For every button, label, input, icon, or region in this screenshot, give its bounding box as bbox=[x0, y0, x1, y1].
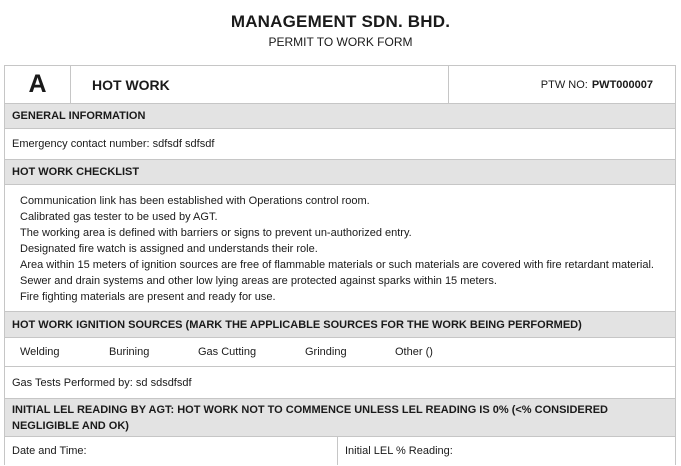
source-burining: Burining bbox=[109, 346, 150, 358]
checklist-item: Designated fire watch is assigned and understands their role. bbox=[20, 243, 318, 255]
company-name: MANAGEMENT SDN. BHD. bbox=[230, 12, 451, 31]
source-grinding: Grinding bbox=[305, 346, 347, 358]
checklist-item: Calibrated gas tester to be used by AGT. bbox=[20, 211, 218, 223]
checklist-item: Sewer and drain systems and other low lying areas are protected against sparks within 15 meters. bbox=[20, 275, 497, 287]
lel-reading-label: Initial LEL % Reading: bbox=[345, 445, 453, 457]
form-header bbox=[0, 0, 681, 49]
lel-reading-heading-text: INITIAL LEL READING BY AGT: HOT WORK NOT TO COMMENCE UNLESS LEL READING IS 0% (<% CONSIDERED NEGLIGIBLE AND OK) bbox=[12, 403, 608, 432]
date-time-cell bbox=[5, 437, 338, 465]
general-info-heading-text: GENERAL INFORMATION bbox=[12, 110, 146, 122]
gas-tests-text: Gas Tests Performed by: sd sdsdfsdf bbox=[12, 376, 192, 389]
ignition-sources-heading-text: HOT WORK IGNITION SOURCES (MARK THE APPLICABLE SOURCES FOR THE WORK BEING PERFORMED) bbox=[12, 318, 582, 331]
permit-type-title: HOT WORK bbox=[71, 66, 449, 103]
gas-tests-row bbox=[5, 367, 675, 399]
general-info-heading bbox=[5, 104, 675, 129]
section-letter: A bbox=[5, 66, 71, 103]
ignition-sources-row bbox=[5, 338, 675, 367]
form-title: PERMIT TO WORK FORM bbox=[268, 35, 413, 49]
checklist-item: Area within 15 meters of ignition sources are free of flammable materials or such materials are covered with fire retardant material. bbox=[20, 259, 654, 271]
checklist-item: Communication link has been established with Operations control room. bbox=[20, 195, 370, 207]
permit-form bbox=[4, 65, 676, 465]
checklist-list bbox=[5, 185, 675, 312]
permit-title-row bbox=[5, 65, 675, 104]
ptw-number-field bbox=[449, 66, 675, 103]
date-time-label: Date and Time: bbox=[12, 445, 87, 457]
source-gas-cutting: Gas Cutting bbox=[198, 346, 257, 358]
emergency-contact-row bbox=[5, 129, 675, 160]
checklist-item: The working area is defined with barriers or signs to prevent un-authorized entry. bbox=[20, 227, 412, 239]
lel-reading-heading bbox=[5, 399, 675, 437]
checklist-heading bbox=[5, 160, 675, 185]
source-other: Other () bbox=[395, 346, 433, 358]
lel-reading-row bbox=[5, 437, 675, 465]
emergency-contact-text: Emergency contact number: sdfsdf sdfsdf bbox=[12, 138, 215, 150]
lel-reading-cell bbox=[338, 437, 675, 465]
checklist-item: Fire fighting materials are present and ready for use. bbox=[20, 291, 276, 303]
ptw-label: PTW NO: bbox=[540, 78, 588, 91]
checklist-heading-text: HOT WORK CHECKLIST bbox=[12, 166, 140, 178]
source-welding: Welding bbox=[20, 346, 60, 358]
ignition-sources-heading bbox=[5, 312, 675, 338]
ptw-number: PWT000007 bbox=[591, 78, 653, 91]
